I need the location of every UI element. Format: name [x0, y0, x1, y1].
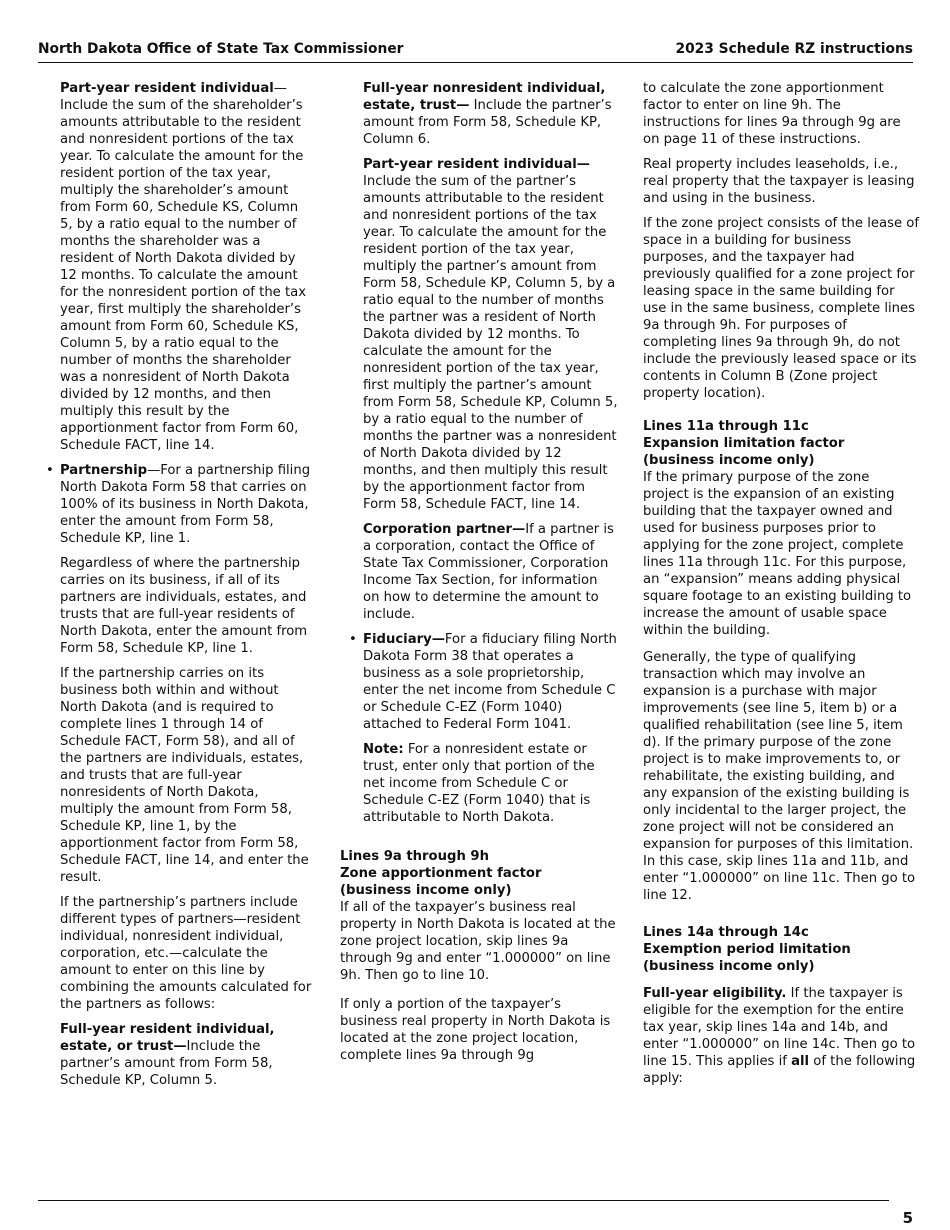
bullet-icon: •	[349, 632, 357, 647]
paragraph-text: —For a partnership filing North Dakota Form 58 that carries on 100% of its business in North Dakota, enter the amount from Form 58, Schedule KP, line 1.	[60, 463, 311, 546]
section-title-line: Zone apportionment factor	[340, 866, 542, 881]
note-label: Note:	[363, 742, 404, 757]
section-title-line: (business income only)	[643, 959, 815, 974]
section-title-line: Exemption period limitation	[643, 942, 851, 957]
header-agency: North Dakota Office of State Tax Commissioner	[38, 41, 404, 57]
footer-rule	[38, 1200, 889, 1201]
paragraph-heading: Fiduciary—	[363, 632, 445, 647]
section-title-line: Expansion limitation factor	[643, 436, 845, 451]
expansion-paragraph: If the primary purpose of the zone project is the expansion of an existing building that the taxpayer owned and used for business purposes prior to applying for the zone project, complete lines 11a through 11c. For this purpose, an “expansion” means adding physical square footage to an existing building to increase the amount of usable space within the building.	[643, 470, 912, 638]
column-1	[46, 80, 314, 1097]
section-title-line: Lines 9a through 9h	[340, 849, 489, 864]
paragraph-heading: Part-year resident individual—	[363, 157, 590, 172]
partner-types-paragraph: If the partnership’s partners include different types of partners—resident individual, nonresident individual, corporation, etc.—calculate the amount to enter on this line by combining the amounts calculated for the partners as follows:	[60, 895, 312, 1012]
full-year-eligibility-paragraph	[643, 985, 919, 1087]
note-paragraph	[340, 741, 618, 826]
paragraph-text: Include the sum of the partner’s amounts attributable to the resident and nonresident portions of the tax year. To calculate the amount for the resident portion of the tax year, multiply the partner’s amount from Form 58, Schedule KP, Column 5, by a ratio equal to the number of months the partner was a resident of North Dakota divided by 12 months. To calculate the amount for the nonresident portion of the tax year, first multiply the partner’s amount from Form 58, Schedule KP, Column 5, by a ratio equal to the number of months the partner was a nonresident of North Dakota divided by 12 months, and then multiply this result by the apportionment factor from Form 58, Schedule FACT, line 14.	[363, 174, 618, 512]
section-heading-lines-9a-9h	[340, 848, 618, 899]
full-year-resident-paragraph	[46, 1021, 314, 1089]
partnership-bullet	[46, 462, 314, 547]
fiduciary-bullet	[349, 631, 618, 733]
bullet-icon: •	[46, 463, 54, 478]
header-document-title: 2023 Schedule RZ instructions	[675, 41, 913, 57]
portion-real-property-paragraph: If only a portion of the taxpayer’s business real property in North Dakota is located at the zone project location, complete lines 9a through 9g	[340, 997, 611, 1063]
paragraph-text: For a nonresident estate or trust, enter only that portion of the net income from Schedule C or Schedule C-EZ (Form 1040) that is attributable to North Dakota.	[363, 742, 595, 825]
paragraph-heading: Full-year eligibility.	[643, 986, 787, 1001]
paragraph-heading: Partnership	[60, 463, 148, 478]
within-without-paragraph: If the partnership carries on its business both within and without North Dakota (and is required to complete lines 1 through 14 of Schedule FACT, Form 58), and all of the partners are individuals, estates, and trusts that are full-year nonresidents of North Dakota, multiply the amount from Form 58, Schedule KP, line 1, by the apportionment factor from Form 58, Schedule FACT, line 14, and enter the result.	[60, 666, 309, 885]
section-title-line: Lines 11a through 11c	[643, 419, 809, 434]
section-title-line: (business income only)	[643, 453, 815, 468]
column-3	[643, 80, 919, 1095]
page-number: 5	[902, 1209, 913, 1227]
real-property-paragraph: Real property includes leaseholds, i.e., real property that the taxpayer is leasing and using in the business.	[643, 157, 915, 206]
part-year-resident-partner-paragraph	[340, 156, 618, 513]
paragraph-text: Include the partner’s amount from Form 58, Schedule KP, Column 5.	[60, 1039, 273, 1088]
qualifying-transaction-paragraph: Generally, the type of qualifying transaction which may involve an expansion is a purchase with major improvements (see line 5, item b) or a qualified rehabilitation (see line 5, item d). If the primary purpose of the zone project is to make improvements to, or rehabilitate, the existing building, and any expansion of the existing building is only incidental to the larger project, the zone project will not be considered an expansion for purposes of this limitation. In this case, skip lines 11a and 11b, and enter “1.000000” on line 11c. Then go to line 12.	[643, 650, 916, 903]
paragraph-text: If a partner is a corporation, contact the Office of State Tax Commissioner, Corporation Income Tax Section, for information on how to determine the amount to include.	[363, 522, 614, 622]
part-year-resident-paragraph	[46, 80, 314, 454]
corporation-partner-paragraph	[340, 521, 618, 623]
paragraph-text: —Include the sum of the shareholder’s amounts attributable to the resident and nonresident portions of the tax year. To calculate the amount for the resident portion of the tax year, multiply the shareholder’s amount from Form 60, Schedule KS, Column 5, by a ratio equal to the number of months the shareholder was a resident of North Dakota divided by 12 months. To calculate the amount for the nonresident portion of the tax year, first multiply the shareholder’s amount from Form 60, Schedule KS, Column 5, by a ratio equal to the number of months the shareholder was a nonresident of North Dakota divided by 12 months, and then multiply this result by the apportionment factor from Form 60, Schedule FACT, line 14.	[60, 81, 307, 453]
paragraph-heading: Full-year nonresident individual, estate, trust—	[363, 81, 606, 113]
section-heading-lines-14a-14c	[643, 924, 919, 975]
page-header	[38, 40, 913, 63]
paragraph-text-end: of the following apply:	[643, 1054, 916, 1086]
apportionment-continued-paragraph: to calculate the zone apportionment factor to enter on line 9h. The instructions for lines 9a through 9g are on page 11 of these instructions.	[643, 81, 901, 147]
section-heading-lines-11a-11c	[643, 418, 919, 469]
paragraph-text: If the taxpayer is eligible for the exemption for the entire tax year, skip lines 14a and 14b, and enter “1.000000” on line 14c. Then go to line 15. This applies if	[643, 986, 916, 1069]
emphasis-all: all	[791, 1054, 810, 1069]
paragraph-heading: Full-year resident individual, estate, or trust—	[60, 1022, 275, 1054]
lease-space-paragraph: If the zone project consists of the lease of space in a building for business purposes, and the taxpayer had previously qualified for a zone project for leasing space in the same building for use in the same business, complete lines 9a through 9h. For purposes of completing lines 9a through 9h, do not include the previously leased space or its contents in Column B (Zone project property location).	[643, 216, 919, 401]
paragraph-text: For a fiduciary filing North Dakota Form 38 that operates a business as a sole proprietorship, enter the net income from Schedule C or Schedule C-EZ (Form 1040) attached to Federal Form 1041.	[363, 632, 617, 732]
column-2	[340, 80, 618, 1072]
paragraph-text: Include the partner’s amount from Form 58, Schedule KP, Column 6.	[363, 98, 612, 147]
section-title-line: (business income only)	[340, 883, 512, 898]
regardless-paragraph: Regardless of where the partnership carries on its business, if all of its partners are individuals, estates, and trusts that are full-year residents of North Dakota, enter the amount from Form 58, Schedule KP, line 1.	[60, 556, 308, 656]
paragraph-heading: Corporation partner—	[363, 522, 526, 537]
all-real-property-paragraph: If all of the taxpayer’s business real property in North Dakota is located at the zone project location, skip lines 9a through 9g and enter “1.000000” on line 9h. Then go to line 10.	[340, 900, 616, 983]
section-title-line: Lines 14a through 14c	[643, 925, 809, 940]
paragraph-heading: Part-year resident individual	[60, 81, 274, 96]
full-year-nonresident-paragraph	[340, 80, 618, 148]
